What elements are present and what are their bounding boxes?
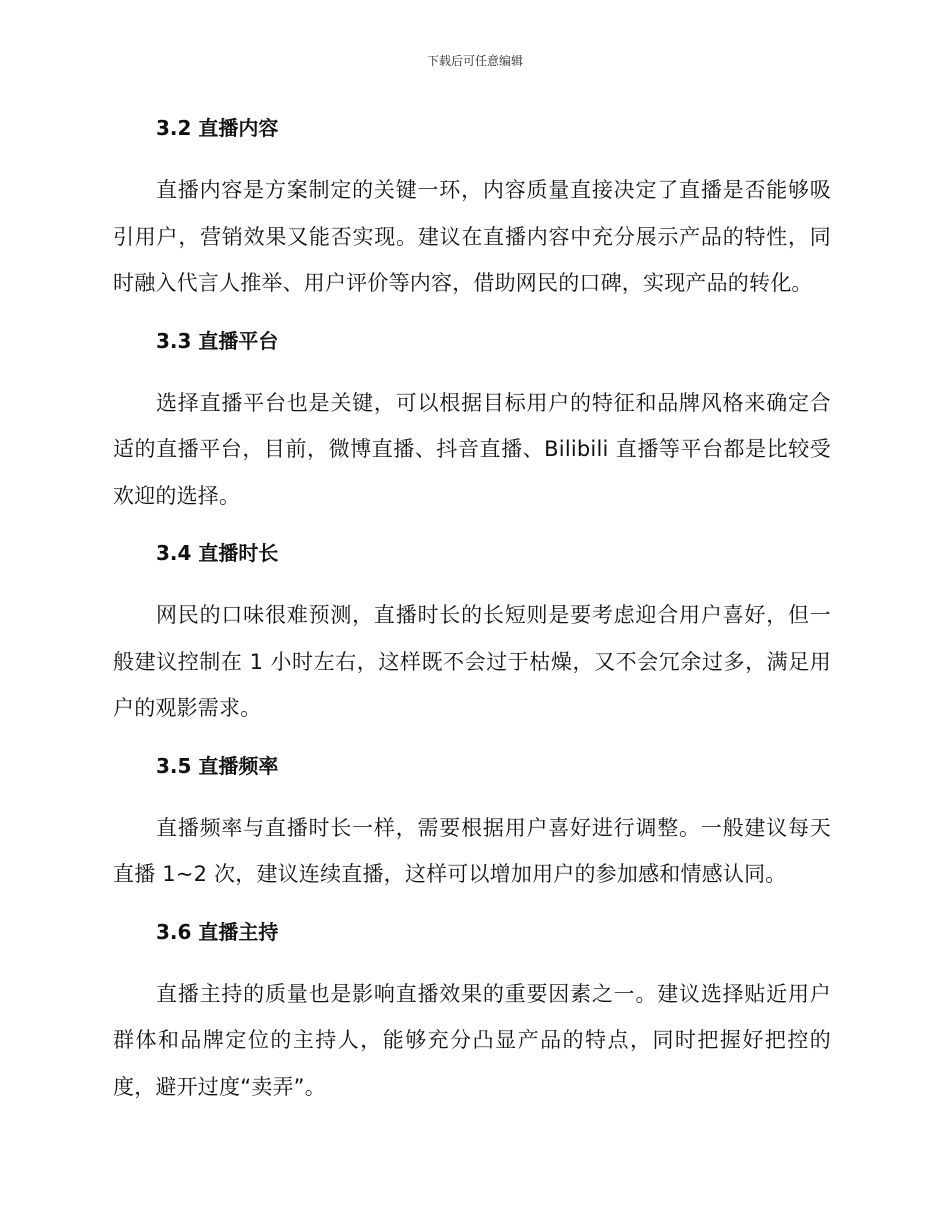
section-heading-3-4: 3.4 直播时长 (156, 541, 279, 565)
section-paragraph-3-6: 直播主持的质量也是影响直播效果的重要因素之一。建议选择贴近用户群体和品牌定位的主持人，能够充分凸显产品的特点，同时把握好把控的度，避开过度“卖弄”。 (113, 981, 831, 1099)
section-heading-3-5: 3.5 直播频率 (156, 753, 279, 778)
document-body (113, 110, 831, 1110)
section-paragraph-3-2: 直播内容是方案制定的关键一环，内容质量直接决定了直播是否能够吸引用户，营销效果又能否实现。建议在直播内容中充分展示产品的特性，同时融入代言人推举、用户评价等内容，借助网民的口碑，实现产品的转化。 (113, 178, 831, 295)
section-heading-3-3: 3.3 直播平台 (156, 328, 279, 353)
section-heading-3-6: 3.6 直播主持 (156, 919, 279, 944)
section-paragraph-3-3: 选择直播平台也是关键，可以根据目标用户的特征和品牌风格来确定合适的直播平台，目前，微博直播、抖音直播、Bilibili 直播等平台都是比较受欢迎的选择。 (113, 390, 831, 508)
section-paragraph-3-5: 直播频率与直播时长一样，需要根据用户喜好进行调整。一般建议每天直播 1~2 次，建议连续直播，这样可以增加用户的参加感和情感认同。 (113, 815, 831, 886)
section-heading-3-2: 3.2 直播内容 (156, 116, 279, 140)
section-paragraph-3-4: 网民的口味很难预测，直播时长的长短则是要考虑迎合用户喜好，但一般建议控制在 1 小时左右，这样既不会过于枯燥，又不会冗余过多，满足用户的观影需求。 (113, 603, 831, 720)
page-header: 下载后可任意编辑 (426, 54, 523, 68)
